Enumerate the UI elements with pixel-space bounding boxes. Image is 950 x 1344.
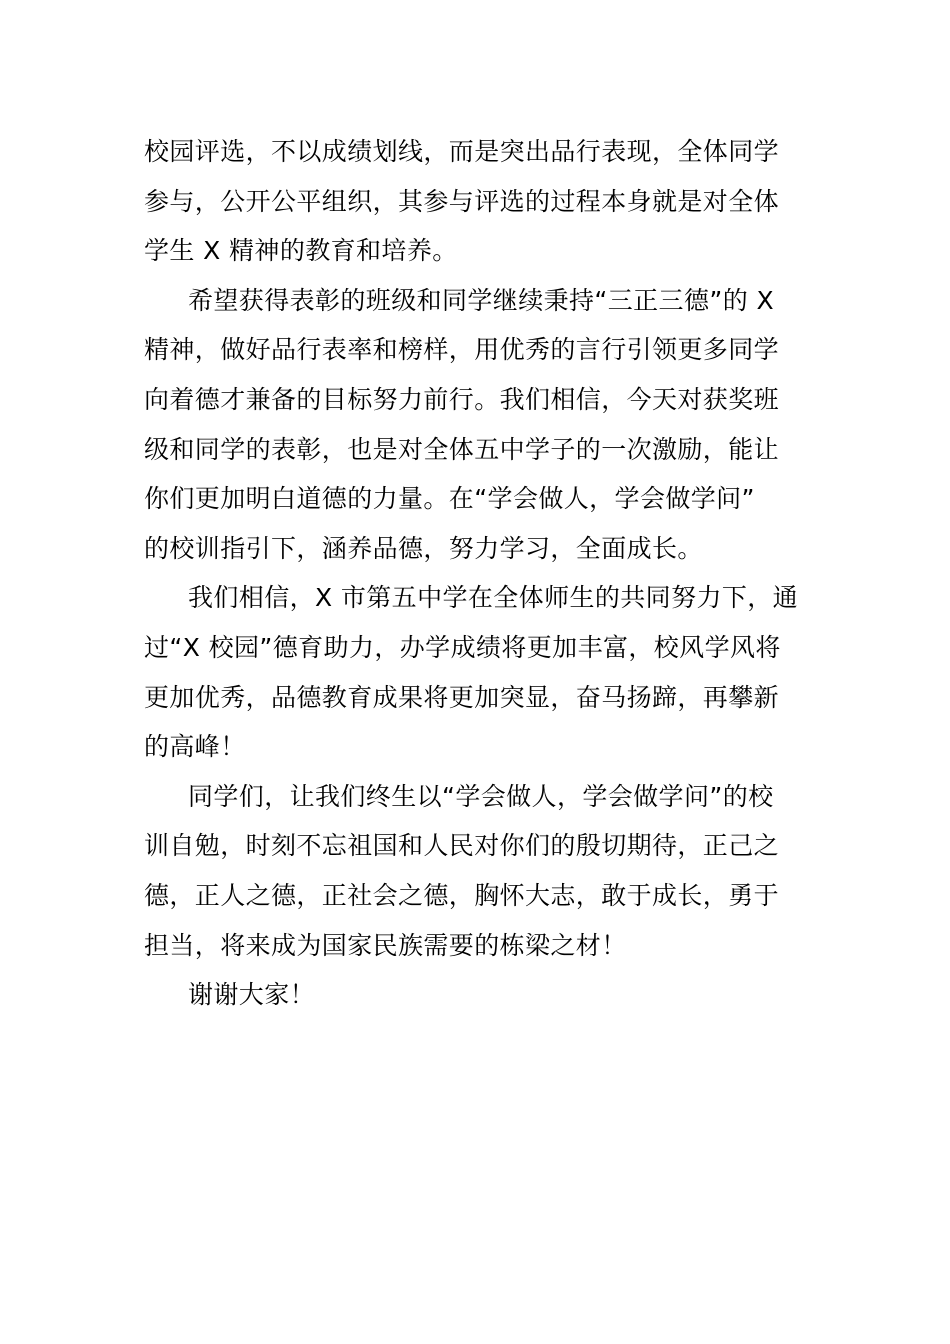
text-line: 你们更加明白道德的力量。在“学会做人，学会做学问” xyxy=(144,484,755,514)
text-line: 担当，将来成为国家民族需要的栋梁之材！ xyxy=(144,930,627,960)
paragraph-start-line: 同学们，让我们终生以“学会做人，学会做学问”的校 xyxy=(188,781,774,811)
text-line: 德，正人之德，正社会之德，胸怀大志，敢于成长，勇于 xyxy=(144,880,780,910)
closing-line: 谢谢大家！ xyxy=(188,980,316,1010)
text-line: 更加优秀，品德教育成果将更加突显，奋马扬蹄，再攀新 xyxy=(144,682,780,712)
text-line: 参与，公开公平组织，其参与评选的过程本身就是对全体 xyxy=(144,186,780,216)
text-line: 过“X 校园”德育助力，办学成绩将更加丰富，校风学风将 xyxy=(144,632,781,662)
text-line: 精神，做好品行表率和榜样，用优秀的言行引领更多同学 xyxy=(144,335,780,365)
text-line: 的校训指引下，涵养品德，努力学习，全面成长。 xyxy=(144,533,703,563)
text-line: 级和同学的表彰，也是对全体五中学子的一次激励，能让 xyxy=(144,434,780,464)
text-line: 的高峰！ xyxy=(144,732,246,762)
text-line: 学生 X 精神的教育和培养。 xyxy=(144,236,458,266)
paragraph-start-line: 我们相信，X 市第五中学在全体师生的共同努力下，通 xyxy=(188,583,799,613)
text-line: 向着德才兼备的目标努力前行。我们相信，今天对获奖班 xyxy=(144,384,780,414)
paragraph-start-line: 希望获得表彰的班级和同学继续秉持“三正三德”的 X xyxy=(188,285,774,315)
text-line: 校园评选，不以成绩划线，而是突出品行表现，全体同学 xyxy=(144,137,780,166)
speech-text xyxy=(144,127,824,1020)
text-line: 训自勉，时刻不忘祖国和人民对你们的殷切期待，正己之 xyxy=(144,831,780,861)
